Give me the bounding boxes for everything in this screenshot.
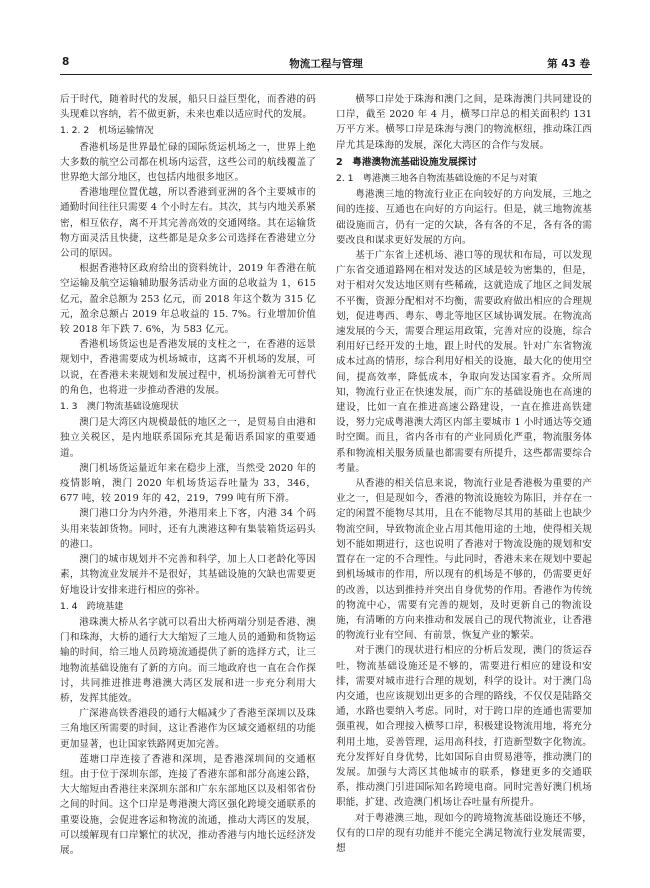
body-paragraph: 广深港高铁香港段的通行大幅减少了香港至深圳以及珠三角地区所需要的时间，这让香港作为区域交通枢纽的功能更加显著，也让国家铁路网更加完善。 [60,708,316,750]
body-paragraph: 从香港的相关信息来说，物流行业是香港极为重要的产业之一，但是现如今，香港的物流设施较为陈旧，并存在一定的闲置不能物尽其用，且在不能物尽其用的基础上也缺少物流空间，导致物流企业占用其他用途的土地，使得相关规划不能如期进行，这也说明了香港对于物流设施的规划和安置存在一定的不合理性。与此同时，香港未来在规划中要起到机场城市的作用，所以现有的机场是不够的，仍需要更好的改善，以达到推持并突出自身优势的作用。香港作为传统的物流中心，需要有完善的规划，及时更新自己的物流设施，有清晰的方向来推动和发展自己的现代物流业，让香港的物流行业有空间、有前景，恢复产业的繁荣。 [336,478,592,642]
left-column [60,92,316,858]
volume-label: 第 43 卷 [547,58,590,70]
body-paragraph: 基于广东省上述机场、港口等的现状和布局，可以发现广东省交通道路网在相对发达的区域是较为密集的，但是，对于相对欠发达地区则有些稀疏，这就造成了地区之间发展不平衡，资源分配相对不均衡，需要政府做出相应的合理规划，促进粤西、粤东、粤北等地区区域协调发展。在物流高速发展的今天，需要合理运用政策，完善对应的设施，综合利用好已经开发的土地，跟上时代的发展。针对广东省物流成本过高的情形，综合利用好相关的设施，最大化的使用空间，提高效率，降低成本，争取向发达国家看齐。众所周知，物流行业正在快速发展，而广东的基础设施也在高速的建设，比如一直在推进高速公路建设，一直在推进高铁建设，努力完成粤港澳大湾区内部主要城市 1 小时通达等交通时空圈。而且，省内各市有的产业同质化严重，物流服务体系和物流相关服务质量也都需要有所提升，这些都需要综合考量。 [336,250,592,474]
page-number: 8 [62,56,70,68]
subsection-heading: 2. 1 粤港澳三地各自物流基础设施的不足与对策 [336,173,538,185]
body-paragraph: 对于粤港澳三地，现如今的跨境物流基础设施还不够，仅有的口岸的现有功能并不能完全满足物流行业发展需要，想 [336,812,592,854]
body-paragraph: 澳门是大湾区内规模最低的地区之一，是贸易自由港和独立关税区，是内地联系国际充其是葡语系国家的重要通道。 [60,417,316,459]
running-header [60,54,592,75]
body-paragraph: 后于时代，随着时代的发展，船只日益巨型化，而香港的码头现难以容纳，若不做更新，未来也难以适应时代的发展。 [60,94,316,121]
body-paragraph: 香港机场是世界最忙碌的国际货运机场之一，世界上绝大多数的航空公司都在机场内运营，这些公司的航线覆盖了世界绝大部分地区，也包括内地很多地区。 [60,141,316,184]
section-heading: 2 粤港澳物流基础设施发展探讨 [336,156,477,168]
body-paragraph: 横琴口岸处于珠海和澳门之间，是珠海澳门共同建设的口岸，截至 2020 年 4 月，横琴口岸总的相关面积约 131 万平方米。横琴口岸是珠海与澳门的物流枢纽，推动珠江西岸尤其是珠海的发展，深化大湾区的合作与发展。 [336,94,592,151]
body-paragraph: 对于澳门的现状进行相应的分析后发现，澳门的货运吞吐，物流基础设施还是不够的，需要进行相应的建设和安排，需要对城市进行合理的规划，科学的设计。对于澳门岛内交通，也应该规划出更多的合理的路线，不仅仅是陆路交通，水路也要纳入考虑。同时，对于跨口岸的连通也需要加强重视，如合理接入横琴口岸，积极建设物流用地，将充分利用土地，妥善管理，运用高科技，打造新型数字化物流。充分发挥好自身优势，比如国际自由贸易港等，推动澳门的发展。加强与大湾区其他城市的联系，修建更多的交通联系，推动澳门引进国际知名跨境电商。同时完善好澳门机场职能，扩建、改造澳门机场让吞吐量有所提升。 [336,645,592,809]
subsection-heading: 1. 4 跨境基建 [60,600,124,612]
body-paragraph: 香港机场货运也是香港发展的支柱之一，在香港的远景规划中，香港需要成为机场城市，这离不开机场的发展，可以说，在香港未来规划和发展过程中，机场扮演着无可替代的角色，也将进一步推动香港的发展。 [60,339,316,396]
body-paragraph: 澳门的城市规划并不完善和科学，加上人口老龄化等因素，其物流业发展并不是很好，其基础设施的欠缺也需要更好地设计安排来进行相应的弥补。 [60,554,316,596]
body-paragraph: 香港地理位置优越，所以香港到亚洲的各个主要城市的通勤时间往往只需要 4 个小时左右。其次，其与内地关系紧密，相互依存，离不开其完善高效的交通网络。其在运输货物方面灵活且快捷，这些都是是众多公司选择在香港建立分公司的原因。 [60,187,316,260]
body-paragraph: 根据香港特区政府给出的资料统计，2019 年香港在航空运输及航空运输辅助服务活动业方面的总收益为 1，615 亿元，盈余总额为 253 亿元，而 2018 年这个数为 315 亿元，盈余总额占 2019 年总收益的 15. 7%。行业增加价值较 2018 年下跌 7. 6%，为 583 亿元。 [60,263,316,336]
body-paragraph: 澳门港口分为内外港，外港用来上下客，内港 34 个码头用来装卸货物。同时，还有九澳港这种有集装箱货运码头的港口。 [60,508,316,550]
body-paragraph: 澳门机场货运量近年来在稳步上涨，当然受 2020 年的疫情影响，澳门 2020 年机场货运吞吐量为 33，346，677 吨，较 2019 年的 42，219，799 吨有所下滑。 [60,462,316,505]
body-paragraph: 粤港澳三地的物流行业正在向较好的方向发展，三地之间的连接、互通也在向好的方向运行。但是，就三地物流基础设施而言，仍有一定的欠缺，各有各的不足，各有各的需要改良和谋求更好发展的方向。 [336,189,592,246]
journal-title: 物流工程与管理 [289,58,363,70]
right-column [336,92,592,856]
body-paragraph: 港珠澳大桥从名字就可以看出大桥两端分别是香港、澳门和珠海，大桥的通行大大缩短了三地人员的通勤和货物运输的时间，给三地人员跨境流通提供了新的选择方式，让三地物流基础设施有了新的方向。而三地政府也一直在合作探讨，共同推进推进粤港澳大湾区发展和进一步充分利用大桥，发挥其能效。 [60,616,316,704]
subsection-heading: 1. 3 澳门物流基础设施现状 [60,401,179,413]
subsection-heading: 1. 2. 2 机场运输情况 [60,125,154,137]
body-paragraph: 莲塘口岸连接了香港和深圳，是香港深圳间的交通枢纽。由于位于深圳东部，连接了香港东部和部分高速公路，大大缩短由香港往来深圳东部和广东东部地区以及相邻省份之间的时间。这个口岸是粤港澳大湾区强化跨境交通联系的重要设施，会促进客运和物流的流通，推动大湾区的发展，可以缓解现有口岸繁忙的状况，推动香港与内地长远经济发展。 [60,753,316,856]
